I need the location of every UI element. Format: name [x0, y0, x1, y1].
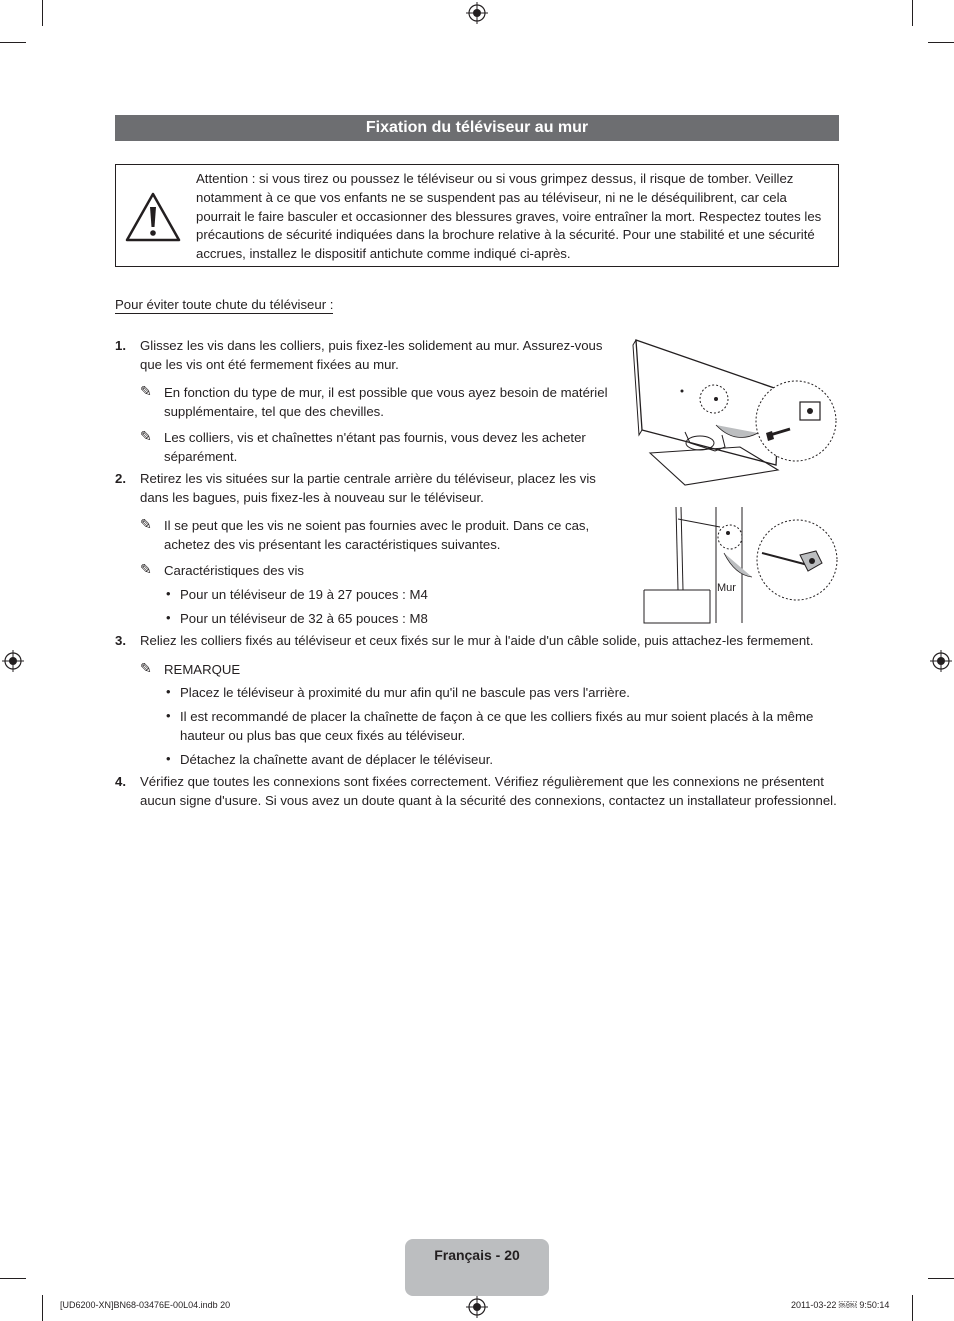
- pencil-note-icon: ✎: [140, 383, 152, 399]
- note-text: Il se peut que les vis ne soient pas fournies avec le produit. Dans ce cas, achetez des vis présentant les caractéristiques suivantes.: [164, 518, 590, 552]
- pencil-note-icon: ✎: [140, 428, 152, 444]
- note-text: Caractéristiques des vis: [164, 563, 304, 578]
- bullet-icon: •: [166, 684, 171, 699]
- crop-mark: [912, 0, 913, 26]
- crop-mark: [42, 1295, 43, 1321]
- step-text: Vérifiez que toutes les connexions sont fixées correctement. Vérifiez régulièrement que les connexions ne présentent aucun signe d'usure. Si vous avez un doute quant à la sécurité des connexions, contactez un installateur professionnel.: [140, 774, 837, 808]
- registration-mark-icon: [2, 650, 24, 672]
- crop-mark: [0, 42, 26, 43]
- registration-mark-icon: [930, 650, 952, 672]
- bullet-text: Placez le téléviseur à proximité du mur afin qu'il ne bascule pas vers l'arrière.: [180, 685, 630, 700]
- date-slug: 2011-03-22 ￼￼ 9:50:14: [791, 1300, 890, 1310]
- pencil-note-icon: ✎: [140, 516, 152, 532]
- file-slug: [UD6200-XN]BN68-03476E-00L04.indb 20: [60, 1300, 231, 1310]
- bullet-icon: •: [166, 708, 171, 723]
- bullet-text: Il est recommandé de placer la chaînette de façon à ce que les colliers fixés au mur soient placés à la même hauteur ou plus bas que ceux fixés au téléviseur.: [180, 709, 814, 743]
- tv-bracket-illustration: [630, 335, 842, 495]
- step-number: 4.: [115, 774, 126, 789]
- step-text: Retirez les vis situées sur la partie centrale arrière du téléviseur, placez les vis dans les bagues, puis fixez-les à nouveau sur le téléviseur.: [140, 471, 596, 505]
- step-text: Reliez les colliers fixés au téléviseur et ceux fixés sur le mur à l'aide d'un câble solide, puis attachez-les fermement.: [140, 633, 814, 648]
- step-number: 2.: [115, 471, 126, 486]
- crop-mark: [0, 1278, 26, 1279]
- crop-mark: [42, 0, 43, 26]
- bullet-icon: •: [166, 751, 171, 766]
- note-text: Les colliers, vis et chaînettes n'étant pas fournis, vous devez les acheter séparément.: [164, 430, 586, 464]
- crop-mark: [912, 1295, 913, 1321]
- warning-box: [115, 164, 839, 267]
- step-text: Glissez les vis dans les colliers, puis fixez-les solidement au mur. Assurez-vous que les vis ont été fermement fixées au mur.: [140, 338, 603, 372]
- wall-chain-illustration: [640, 505, 842, 625]
- crop-mark: [928, 42, 954, 43]
- pencil-note-icon: ✎: [140, 561, 152, 577]
- warning-text: [196, 170, 832, 264]
- registration-mark-icon: [466, 1296, 488, 1318]
- subheading: Pour éviter toute chute du téléviseur :: [115, 297, 334, 312]
- section-title: Fixation du téléviseur au mur: [115, 115, 839, 141]
- wall-label: Mur: [717, 582, 736, 594]
- registration-mark-icon: [466, 2, 488, 24]
- warning-body: : si vous tirez ou poussez le téléviseur ou si vous grimpez dessus, il risque de tomber. Veillez notamment à ce que vos enfants ne se suspendent pas au téléviseur, ni ne le déséquilibrent, car cela pourrait le faire basculer et occasionner des blessures graves, voire entraîner la mort. Respectez toutes les précautions de sécurité indiquées dans la brochure relative à la sécurité. Pour une stabilité et une sécurité accrues, installez le dispositif antichute comme indiqué ci-après.: [196, 171, 822, 262]
- bullet-text: Détachez la chaînette avant de déplacer le téléviseur.: [180, 752, 494, 767]
- crop-mark: [928, 1278, 954, 1279]
- warning-label: Attention: [196, 171, 249, 186]
- bullet-icon: •: [166, 610, 171, 625]
- bullet-icon: •: [166, 586, 171, 601]
- step-number: 1.: [115, 338, 126, 353]
- warning-triangle-icon: [124, 191, 182, 243]
- step-number: 3.: [115, 633, 126, 648]
- pencil-note-icon: ✎: [140, 660, 152, 676]
- note-text: En fonction du type de mur, il est possible que vous ayez besoin de matériel supplémentaire, tel que des chevilles.: [164, 385, 608, 419]
- note-heading: REMARQUE: [164, 662, 241, 677]
- bullet-text: Pour un téléviseur de 32 à 65 pouces : M8: [180, 611, 428, 626]
- page-number-tab: Français - 20: [405, 1239, 549, 1296]
- bullet-text: Pour un téléviseur de 19 à 27 pouces : M4: [180, 587, 428, 602]
